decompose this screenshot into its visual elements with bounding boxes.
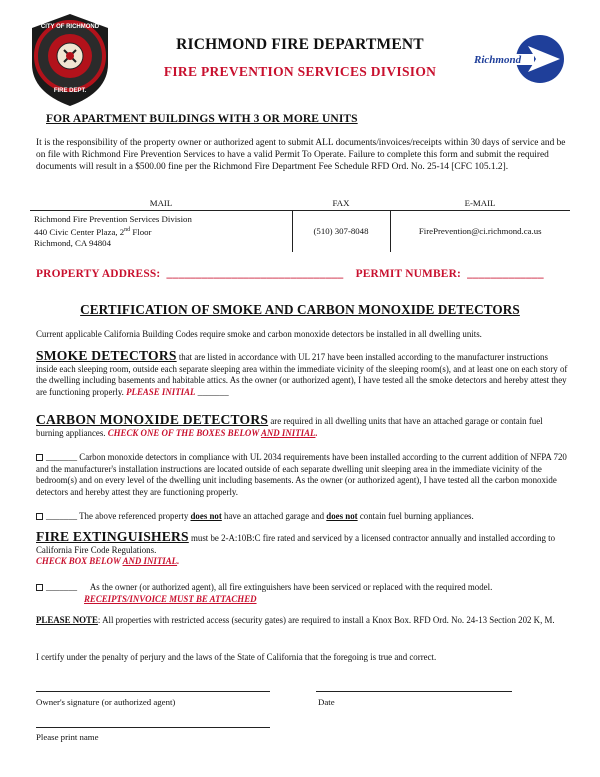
mail-line-3: Richmond, CA 94804	[34, 237, 111, 248]
co-installed-text: Carbon monoxide detectors in compliance with UL 2034 requirements have been installed according to the current addition of NFPA 720 and the manufacturer's installation instructions are located outside of each separate dwelling unit sleeping area in the immediate vicinity of the bedroom(s) and on every level of the dwelling unit including basements. As the owner (or authorized agent), I have tested all the carbon monoxide detectors and hereby attest they are functioning properly.	[36, 452, 567, 497]
fire-department-seal	[28, 12, 112, 108]
print-name-line[interactable]	[36, 727, 270, 728]
please-note-label: PLEASE NOTE	[36, 615, 98, 625]
co-detectors-text: are required in all dwelling units that have an attached garage or contain fuel burning appliances.	[36, 416, 543, 438]
signature-label: Owner's signature (or authorized agent)	[36, 697, 176, 707]
smoke-detectors-heading: SMOKE DETECTORS	[36, 348, 177, 363]
contact-table	[30, 197, 570, 252]
email-header: E-MAIL	[390, 197, 570, 211]
mail-address	[30, 211, 292, 252]
smoke-detectors-section	[36, 350, 570, 398]
form-subtitle: FOR APARTMENT BUILDINGS WITH 3 OR MORE UNITS	[46, 113, 358, 125]
co-detectors-heading: CARBON MONOXIDE DETECTORS	[36, 412, 269, 427]
fire-extinguishers-section: FIRE EXTINGUISHERS must be 2-A:10B:C fire rated and serviced by a licensed contractor annually and installed according to California Fire Code Regulations. CHECK BOX BELOW AND INITIAL.	[36, 529, 556, 567]
division-title: FIRE PREVENTION SERVICES DIVISION	[163, 64, 437, 79]
department-title: RICHMOND FIRE DEPARTMENT	[176, 36, 424, 53]
smoke-initial-field[interactable]: _______	[195, 386, 229, 397]
fire-ext-initial-field[interactable]: _______	[46, 582, 78, 592]
fax-header: FAX	[292, 197, 390, 211]
co-installed-initial-field[interactable]: _______	[46, 452, 78, 462]
fire-ext-check-instruction: CHECK BOX BELOW	[36, 556, 123, 567]
co-and-initial: AND INITIAL	[260, 427, 316, 438]
co-none-checkbox[interactable]	[36, 513, 43, 520]
fire-ext-option-text: As the owner (or authorized agent), all fire extinguishers have been serviced or replaced with the required model.	[77, 582, 493, 592]
seal-bottom-text: FIRE DEPT.	[53, 88, 87, 94]
date-label: Date	[318, 697, 335, 707]
certification-title: CERTIFICATION OF SMOKE AND CARBON MONOXIDE DETECTORS	[80, 302, 520, 317]
date-line[interactable]	[316, 691, 512, 692]
please-note	[36, 615, 570, 627]
email-address[interactable]: FirePrevention@ci.richmond.ca.us	[390, 211, 570, 252]
print-name-label: Please print name	[36, 732, 99, 742]
please-note-text: : All properties with restricted access (security gates) are required to install a Knox Box. RFD Ord. No. 24-13 Section 202 K, M.	[97, 615, 555, 625]
co-option-none: _______ The above referenced property does not have an attached garage and does not contain fuel burning appliances.	[36, 511, 570, 523]
property-permit-line	[36, 268, 544, 280]
seal-top-text: CITY OF RICHMOND	[40, 24, 100, 30]
co-check-instruction: CHECK ONE OF THE BOXES BELOW	[107, 427, 261, 438]
logo-text: Richmond	[474, 54, 522, 66]
certify-statement: I certify under the penalty of perjury and the laws of the State of California that the foregoing is true and correct.	[36, 652, 437, 662]
smoke-detectors-text: that are listed in accordance with UL 217 have been installed according to the manufacturer instructions inside each sleeping room, outside each separate sleeping area within the immediate vicinity of the sleeping room(s), and at least one on each story of the dwelling including basements and habitable attics. As the owner (or authorized agent), I have tested all the smoke detectors and hereby attest they are functioning properly.	[36, 352, 568, 397]
co-none-initial-field[interactable]: _______	[46, 511, 78, 521]
mail-line-2: 440 Civic Center Plaza, 2nd Floor	[34, 226, 152, 237]
fire-extinguishers-heading: FIRE EXTINGUISHERS	[36, 529, 189, 544]
intro-paragraph: It is the responsibility of the property owner or authorized agent to submit ALL documents/invoices/receipts within 30 days of service and be on file with Richmond Fire Prevention Services to have a valid Permit To Operate. Failure to complete this form and submit the required documents will result in a $500.00 fine per the Richmond Fire Department Fee Schedule RFD Ord. No. 25-14 [CFC 105.1.2].	[36, 138, 566, 173]
fire-ext-option	[36, 582, 570, 605]
fax-number: (510) 307-8048	[292, 211, 390, 252]
property-address-field[interactable]: ______________________________	[166, 268, 344, 280]
property-address-label: PROPERTY ADDRESS:	[36, 268, 161, 280]
mail-line-1: Richmond Fire Prevention Services Division	[34, 214, 192, 224]
permit-number-field[interactable]: _____________	[467, 268, 544, 280]
mail-header: MAIL	[30, 197, 292, 211]
receipts-required: RECEIPTS/INVOICE MUST BE ATTACHED	[84, 593, 257, 604]
codes-text: Current applicable California Building Codes require smoke and carbon monoxide detectors be installed in all dwelling units.	[36, 329, 482, 339]
signature-line[interactable]	[36, 691, 270, 692]
smoke-initial-label: PLEASE INITIAL	[126, 386, 196, 397]
fire-ext-checkbox[interactable]	[36, 584, 43, 591]
permit-number-label: PERMIT NUMBER:	[355, 268, 462, 280]
co-detectors-section: CARBON MONOXIDE DETECTORS are required in all dwelling units that have an attached garage or contain fuel burning appliances. CHECK ONE OF THE BOXES BELOW AND INITIAL.	[36, 412, 543, 438]
co-option-installed	[36, 452, 570, 498]
fire-extinguishers-text: must be 2-A:10B:C fire rated and serviced by a licensed contractor annually and installed according to California Fire Code Regulations.	[36, 533, 556, 555]
co-installed-checkbox[interactable]	[36, 454, 43, 461]
richmond-logo	[470, 30, 570, 88]
